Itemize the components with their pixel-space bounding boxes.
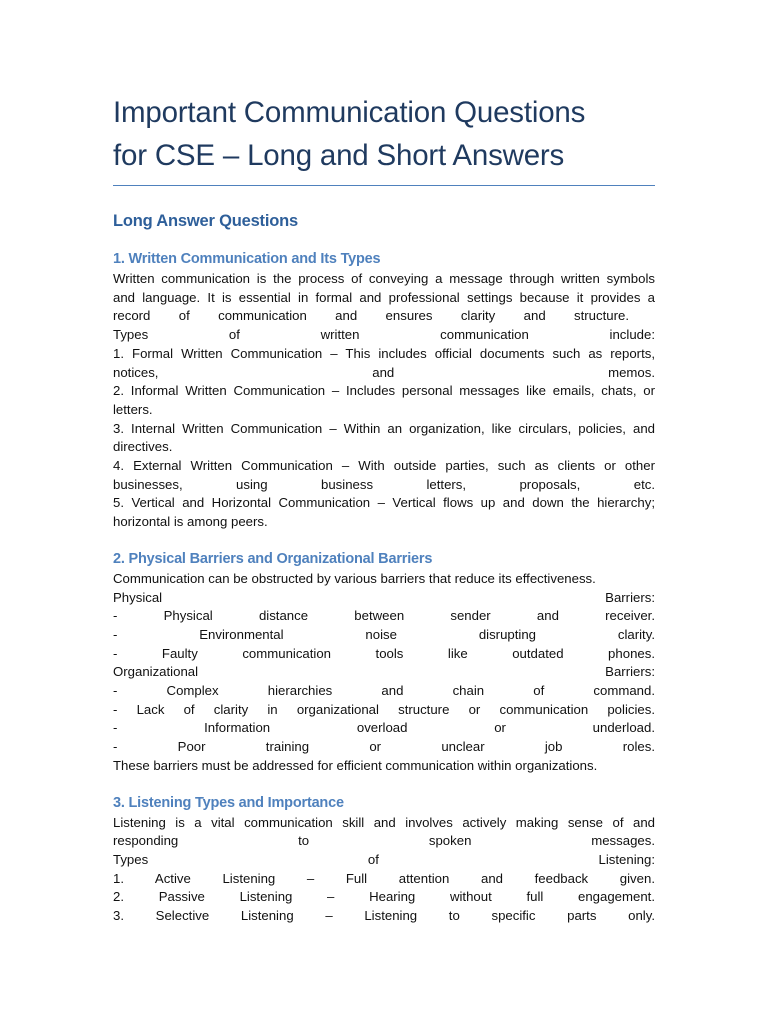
question-1-body xyxy=(113,270,655,532)
text-line: notices, and memos. xyxy=(113,364,655,380)
text-line: - Poor training or unclear job roles. xyxy=(113,739,655,755)
text-line: 3. Selective Listening – Listening to specific parts only. xyxy=(113,908,655,924)
text-line: - Environmental noise disrupting clarity. xyxy=(113,626,655,642)
text-line: horizontal is among peers. xyxy=(113,514,268,530)
question-2-heading: 2. Physical Barriers and Organizational Barriers xyxy=(113,550,433,567)
title-line: Important Communication Questions xyxy=(113,96,586,129)
title-underline xyxy=(113,185,655,186)
text-line: 1. Active Listening – Full attention and feedback given. xyxy=(113,870,655,886)
text-line: record of communication and ensures clarity and structure. xyxy=(113,308,629,324)
text-line: - Lack of clarity in organizational structure or communication policies. xyxy=(113,701,655,717)
document-page xyxy=(113,0,655,926)
text-line: 2. Informal Written Communication – Includes personal messages like emails, chats, or xyxy=(113,383,655,399)
section-heading: Long Answer Questions xyxy=(113,212,298,230)
text-line: Types of Listening: xyxy=(113,851,655,867)
text-line: directives. xyxy=(113,439,173,455)
text-line: These barriers must be addressed for efficient communication within organizations. xyxy=(113,757,598,773)
text-line: - Information overload or underload. xyxy=(113,720,655,736)
text-line: - Faulty communication tools like outdated phones. xyxy=(113,645,655,661)
text-line: Communication can be obstructed by various barriers that reduce its effectiveness. xyxy=(113,570,596,586)
question-3-heading: 3. Listening Types and Importance xyxy=(113,794,344,811)
text-line: and language. It is essential in formal and professional settings because it provides a xyxy=(113,289,655,305)
text-line: - Physical distance between sender and receiver. xyxy=(113,608,655,624)
text-line: 5. Vertical and Horizontal Communication – Vertical flows up and down the hierarchy; xyxy=(113,495,655,511)
text-line: 2. Passive Listening – Hearing without full engagement. xyxy=(113,889,655,905)
text-line: responding to spoken messages. xyxy=(113,833,655,849)
text-line: 1. Formal Written Communication – This includes official documents such as reports, xyxy=(113,345,655,361)
question-3-body xyxy=(113,814,655,926)
text-line: letters. xyxy=(113,401,153,417)
text-line: Physical Barriers: xyxy=(113,589,655,605)
text-line: businesses, using business letters, proposals, etc. xyxy=(113,476,655,492)
document-title xyxy=(113,91,655,177)
text-line: Listening is a vital communication skill and involves actively making sense of and xyxy=(113,814,655,830)
text-line: 4. External Written Communication – With outside parties, such as clients or other xyxy=(113,458,655,474)
text-line: Types of written communication include: xyxy=(113,327,655,343)
text-line: Written communication is the process of conveying a message through written symbols xyxy=(113,271,655,286)
text-line: 3. Internal Written Communication – Within an organization, like circulars, policies, and xyxy=(113,420,655,436)
question-2-body xyxy=(113,570,655,776)
title-line: for CSE – Long and Short Answers xyxy=(113,139,565,172)
question-1-heading: 1. Written Communication and Its Types xyxy=(113,251,381,267)
text-line: Organizational Barriers: xyxy=(113,664,655,680)
text-line: - Complex hierarchies and chain of command. xyxy=(113,683,655,699)
